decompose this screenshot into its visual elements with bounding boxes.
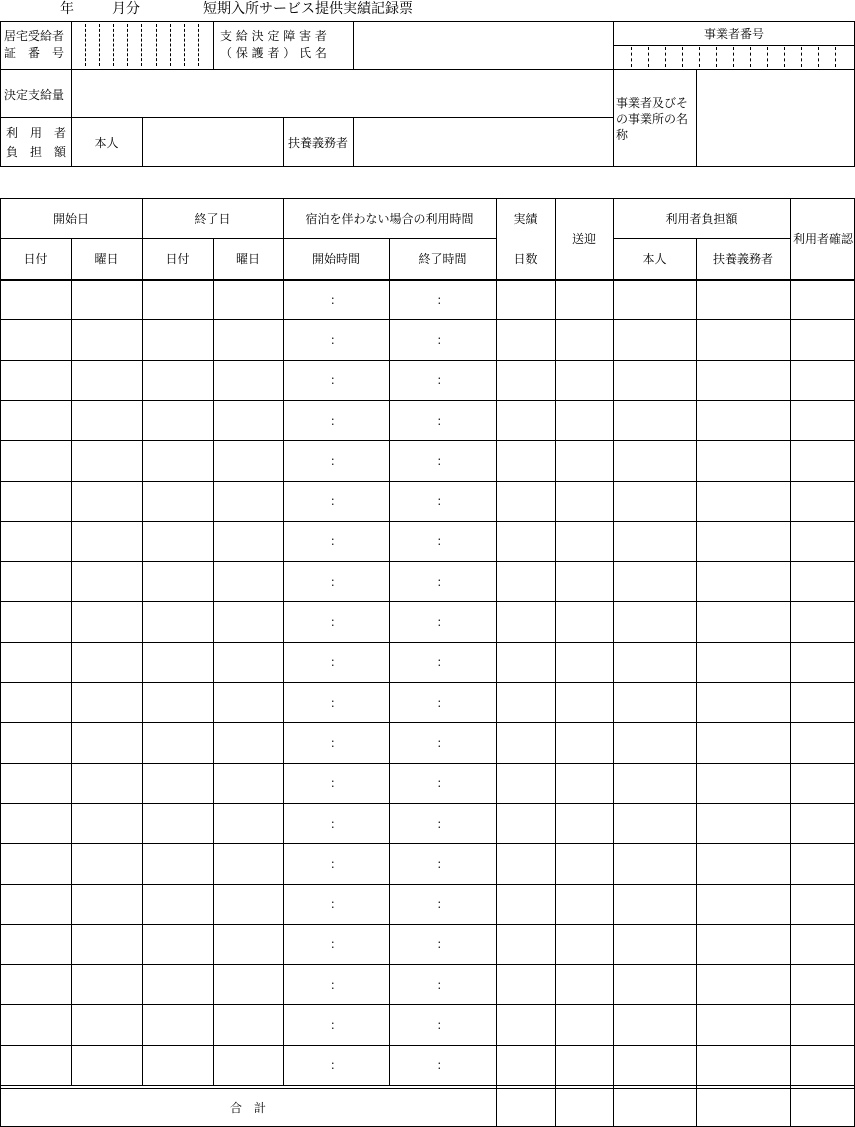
start-day-header: 開始日 bbox=[52, 211, 89, 226]
info-divider bbox=[142, 117, 143, 167]
provider-name-label: 事業者及びそ bbox=[616, 96, 689, 110]
digit-divider bbox=[184, 24, 185, 66]
start-time-colon: ： bbox=[329, 494, 342, 509]
end-time-colon: ： bbox=[436, 615, 449, 630]
info-divider bbox=[613, 69, 855, 70]
end-time-colon: ： bbox=[436, 292, 449, 307]
digit-divider bbox=[141, 24, 142, 66]
provider-name-label: の事業所の名 bbox=[616, 112, 689, 126]
table-grid-line bbox=[555, 198, 556, 1127]
decided-amount-label: 決定支給量 bbox=[4, 88, 65, 102]
recipient-no-label: 証 番 号 bbox=[4, 46, 65, 60]
table-grid-line bbox=[790, 198, 791, 1127]
start-weekday-header: 曜日 bbox=[94, 252, 119, 266]
provider-no-label: 事業者番号 bbox=[703, 26, 764, 41]
user-confirm-header: 利用者確認 bbox=[793, 232, 854, 246]
start-time-colon: ： bbox=[329, 615, 342, 630]
start-time-colon: ： bbox=[329, 897, 342, 912]
start-time-colon: ： bbox=[329, 332, 342, 347]
start-time-colon: ： bbox=[329, 1058, 342, 1073]
burden-self-header: 本人 bbox=[642, 252, 667, 266]
end-weekday-header: 曜日 bbox=[235, 252, 260, 266]
year-label: 年 bbox=[60, 1, 74, 17]
end-time-colon: ： bbox=[436, 695, 449, 710]
end-time-colon: ： bbox=[436, 534, 449, 549]
end-time-colon: ： bbox=[436, 332, 449, 347]
transport-header: 送迎 bbox=[571, 232, 596, 246]
digit-divider bbox=[682, 47, 683, 67]
actual-header: 実績 bbox=[513, 211, 538, 226]
end-day-header: 終了日 bbox=[194, 211, 231, 226]
table-grid-line bbox=[71, 238, 72, 1086]
end-time-colon: ： bbox=[436, 1018, 449, 1033]
digit-divider bbox=[665, 47, 666, 67]
end-time-colon: ： bbox=[436, 937, 449, 952]
digit-divider bbox=[699, 47, 700, 67]
start-time-colon: ： bbox=[329, 292, 342, 307]
start-time-colon: ： bbox=[329, 937, 342, 952]
digit-divider bbox=[85, 24, 86, 66]
supporter-label: 扶養義務者 bbox=[287, 135, 348, 150]
end-time-colon: ： bbox=[436, 494, 449, 509]
days-header: 日数 bbox=[513, 252, 538, 266]
info-divider bbox=[213, 21, 214, 69]
start-time-colon: ： bbox=[329, 453, 342, 468]
digit-divider bbox=[198, 24, 199, 66]
end-time-colon: ： bbox=[436, 1058, 449, 1073]
start-time-colon: ： bbox=[329, 373, 342, 388]
start-time-header: 開始時間 bbox=[311, 252, 360, 266]
info-divider bbox=[613, 45, 855, 46]
end-time-colon: ： bbox=[436, 977, 449, 992]
user-burden-header: 利用者負担額 bbox=[665, 211, 738, 226]
digit-divider bbox=[733, 47, 734, 67]
table-grid-line bbox=[496, 198, 497, 1127]
digit-divider bbox=[127, 24, 128, 66]
guardian-name-label: 支 給 決 定 障 害 者 bbox=[220, 29, 327, 43]
digit-divider bbox=[784, 47, 785, 67]
info-divider bbox=[353, 117, 354, 167]
start-time-colon: ： bbox=[329, 735, 342, 750]
table-grid-line bbox=[613, 198, 614, 1127]
info-divider bbox=[696, 69, 697, 167]
start-time-colon: ： bbox=[329, 977, 342, 992]
self-label: 本人 bbox=[94, 135, 119, 150]
digit-divider bbox=[750, 47, 751, 67]
end-date-header: 日付 bbox=[165, 252, 190, 266]
info-divider bbox=[71, 69, 72, 117]
total-divider bbox=[0, 1085, 855, 1086]
end-time-colon: ： bbox=[436, 453, 449, 468]
digit-divider bbox=[767, 47, 768, 67]
info-divider bbox=[353, 21, 354, 69]
guardian-name-label: （ 保 護 者 ） 氏 名 bbox=[220, 46, 327, 60]
provider-name-label: 称 bbox=[616, 128, 629, 142]
user-burden-label: 利 用 者 bbox=[6, 126, 67, 140]
start-time-colon: ： bbox=[329, 776, 342, 791]
start-time-colon: ： bbox=[329, 695, 342, 710]
no-stay-hours-header: 宿泊を伴わない場合の利用時間 bbox=[305, 211, 474, 226]
digit-divider bbox=[648, 47, 649, 67]
start-time-colon: ： bbox=[329, 816, 342, 831]
digit-divider bbox=[716, 47, 717, 67]
start-time-colon: ： bbox=[329, 856, 342, 871]
total-label: 合 計 bbox=[229, 1101, 266, 1115]
digit-divider bbox=[156, 24, 157, 66]
end-time-colon: ： bbox=[436, 655, 449, 670]
end-time-colon: ： bbox=[436, 897, 449, 912]
start-time-colon: ： bbox=[329, 655, 342, 670]
end-time-header: 終了時間 bbox=[418, 252, 467, 266]
digit-divider bbox=[113, 24, 114, 66]
end-time-colon: ： bbox=[436, 856, 449, 871]
info-divider bbox=[71, 21, 72, 69]
month-label: 月分 bbox=[112, 1, 140, 17]
info-divider bbox=[0, 69, 613, 70]
recipient-no-label: 居宅受給者 bbox=[4, 29, 65, 43]
start-time-colon: ： bbox=[329, 1018, 342, 1033]
end-time-colon: ： bbox=[436, 413, 449, 428]
digit-divider bbox=[835, 47, 836, 67]
end-time-colon: ： bbox=[436, 816, 449, 831]
start-time-colon: ： bbox=[329, 413, 342, 428]
digit-divider bbox=[818, 47, 819, 67]
digit-divider bbox=[801, 47, 802, 67]
start-time-colon: ： bbox=[329, 534, 342, 549]
start-time-colon: ： bbox=[329, 574, 342, 589]
end-time-colon: ： bbox=[436, 776, 449, 791]
end-time-colon: ： bbox=[436, 735, 449, 750]
burden-supporter-header: 扶養義務者 bbox=[712, 252, 773, 266]
digit-divider bbox=[170, 24, 171, 66]
digit-divider bbox=[631, 47, 632, 67]
start-date-header: 日付 bbox=[23, 252, 48, 266]
form-title: 短期入所サービス提供実績記録票 bbox=[203, 1, 413, 17]
digit-divider bbox=[99, 24, 100, 66]
end-time-colon: ： bbox=[436, 574, 449, 589]
user-burden-label: 負 担 額 bbox=[6, 145, 67, 159]
table-grid-line bbox=[213, 238, 214, 1086]
end-time-colon: ： bbox=[436, 373, 449, 388]
